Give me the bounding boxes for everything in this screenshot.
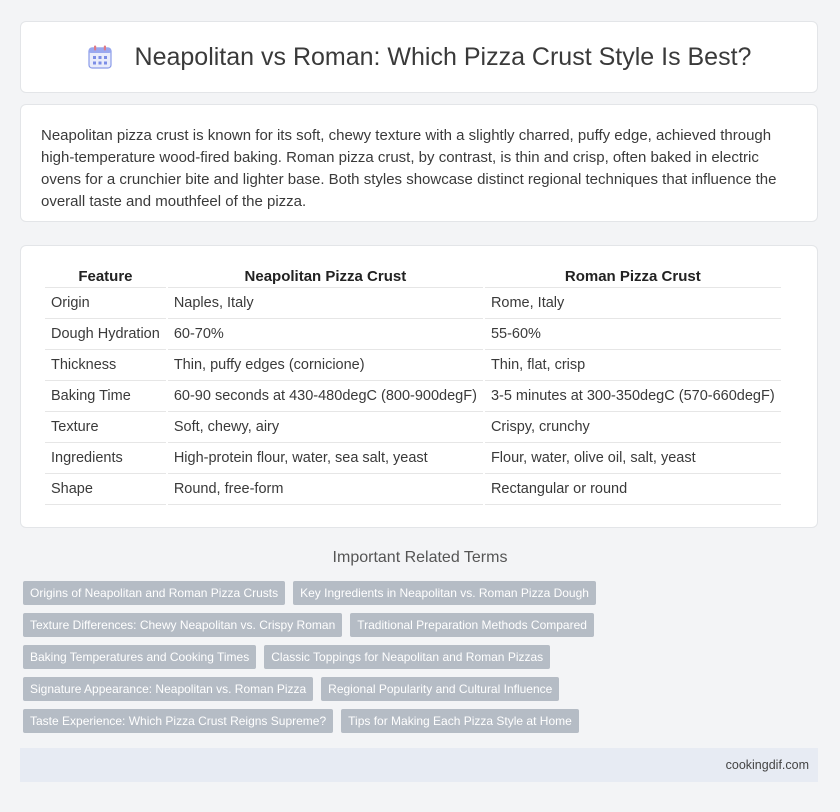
cell-feature: Texture [45, 412, 166, 443]
related-terms-row [23, 581, 623, 605]
related-terms-list [23, 581, 623, 741]
related-term-tag[interactable]: Classic Toppings for Neapolitan and Roman Pizzas [264, 645, 550, 669]
cell-roman: 3-5 minutes at 300-350degC (570-660degF) [485, 381, 781, 412]
cell-feature: Shape [45, 474, 166, 505]
table-row [45, 381, 781, 412]
cell-neapolitan: 60-70% [168, 319, 483, 350]
column-header-roman: Roman Pizza Crust [485, 264, 781, 288]
page-header [20, 21, 818, 93]
table-row [45, 474, 781, 505]
related-term-tag[interactable]: Texture Differences: Chewy Neapolitan vs. Crispy Roman [23, 613, 342, 637]
related-term-tag[interactable]: Signature Appearance: Neapolitan vs. Roman Pizza [23, 677, 313, 701]
cell-roman: Thin, flat, crisp [485, 350, 781, 381]
intro-section [20, 104, 818, 222]
cell-feature: Ingredients [45, 443, 166, 474]
cell-roman: Flour, water, olive oil, salt, yeast [485, 443, 781, 474]
intro-paragraph: Neapolitan pizza crust is known for its soft, chewy texture with a slightly charred, puffy edge, achieved through high-temperature wood-fired baking. Roman pizza crust, by contrast, is thin and crisp, often baked in electric ovens for a crunchier bite and lighter base. Both styles showcase distinct regional techniques that influence the overall taste and mouthfeel of the pizza. [41, 127, 777, 210]
page-title: Neapolitan vs Roman: Which Pizza Crust Style Is Best? [134, 42, 752, 71]
table-row [45, 443, 781, 474]
cell-neapolitan: Thin, puffy edges (cornicione) [168, 350, 483, 381]
cell-neapolitan: 60-90 seconds at 430-480degC (800-900degF) [168, 381, 483, 412]
cell-neapolitan: Naples, Italy [168, 288, 483, 319]
related-term-tag[interactable]: Regional Popularity and Cultural Influence [321, 677, 559, 701]
column-header-feature: Feature [45, 264, 166, 288]
related-terms-title: Important Related Terms [332, 549, 508, 566]
related-term-tag[interactable]: Traditional Preparation Methods Compared [350, 613, 594, 637]
related-terms-row [23, 677, 623, 701]
footer [20, 748, 818, 782]
cell-roman: Rectangular or round [485, 474, 781, 505]
cell-neapolitan: High-protein flour, water, sea salt, yeast [168, 443, 483, 474]
comparison-table [43, 264, 783, 505]
cell-neapolitan: Soft, chewy, airy [168, 412, 483, 443]
cell-feature: Dough Hydration [45, 319, 166, 350]
related-terms-row [23, 645, 623, 669]
cell-roman: 55-60% [485, 319, 781, 350]
comparison-card [20, 245, 818, 528]
cell-roman: Crispy, crunchy [485, 412, 781, 443]
related-terms-row [23, 613, 623, 637]
related-term-tag[interactable]: Key Ingredients in Neapolitan vs. Roman Pizza Dough [293, 581, 596, 605]
related-term-tag[interactable]: Origins of Neapolitan and Roman Pizza Crusts [23, 581, 285, 605]
related-term-tag[interactable]: Tips for Making Each Pizza Style at Home [341, 709, 579, 733]
cell-feature: Thickness [45, 350, 166, 381]
related-terms-row [23, 709, 623, 733]
table-row [45, 350, 781, 381]
calendar-icon [87, 44, 113, 70]
related-term-tag[interactable]: Baking Temperatures and Cooking Times [23, 645, 256, 669]
table-header-row [45, 264, 781, 288]
table-row [45, 288, 781, 319]
table-row [45, 319, 781, 350]
table-row [45, 412, 781, 443]
cell-feature: Baking Time [45, 381, 166, 412]
cell-feature: Origin [45, 288, 166, 319]
column-header-neapolitan: Neapolitan Pizza Crust [168, 264, 483, 288]
footer-site-link[interactable]: cookingdif.com [725, 758, 809, 772]
cell-roman: Rome, Italy [485, 288, 781, 319]
related-term-tag[interactable]: Taste Experience: Which Pizza Crust Reigns Supreme? [23, 709, 333, 733]
cell-neapolitan: Round, free-form [168, 474, 483, 505]
